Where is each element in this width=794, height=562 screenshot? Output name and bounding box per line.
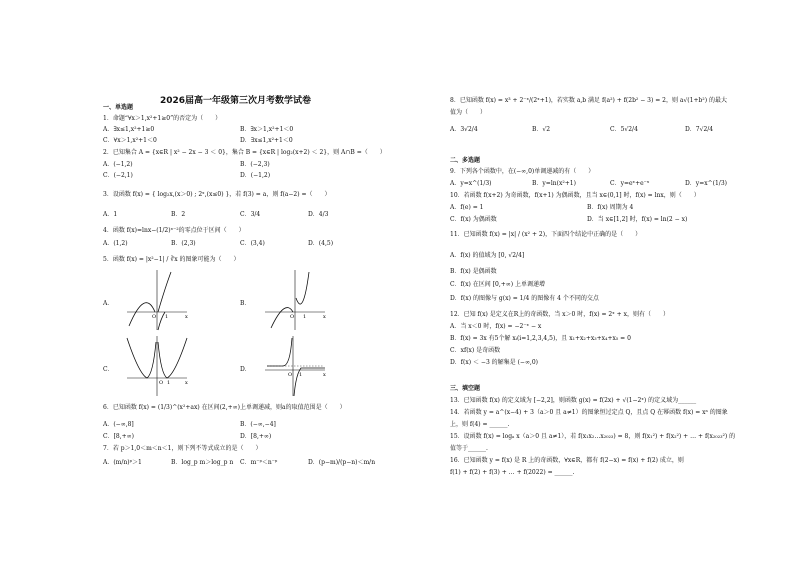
q9-option-d: D．y=x^(1/3) bbox=[685, 180, 727, 187]
page-title: 2026届高一年级第三次月考数学试卷 bbox=[160, 96, 312, 106]
q12-option-a: A．当 x＜0 时，f(x) = −2⁻ˣ − x bbox=[450, 323, 542, 330]
question-6: 6．已知函数 f(x) = (1/3)^(x²+ax) 在区间(2,+∞)上单调递减，则a的取值范围是（ ） bbox=[103, 404, 346, 411]
svg-text:1: 1 bbox=[303, 314, 307, 320]
q3-option-d: D．4/3 bbox=[308, 211, 329, 218]
q3-option-a: A．1 bbox=[103, 211, 118, 218]
question-3: 3．设函数 f(x) = { log₂x,(x＞0) ; 2ˣ,(x≤0) }，若 f(3) = a，则 f(a−2) =（ ） bbox=[103, 191, 331, 198]
q4-option-b: B．(2,3) bbox=[171, 240, 196, 247]
q5-option-b: B． bbox=[240, 300, 251, 307]
svg-text:1: 1 bbox=[165, 314, 169, 320]
svg-text:x: x bbox=[185, 380, 188, 386]
question-8: 8．已知函数 f(x) = x³ + 2⁻ˣ/(2ˣ+1)，若实数 a,b 满足 f(a²) + f(2b² − 3) = 2，则 a√(1+b²) 的最大 bbox=[450, 97, 727, 104]
q4-option-a: A．(1,2) bbox=[103, 240, 128, 247]
question-13: 13．已知函数 f(x) 的定义域为 [−2,2]，则函数 g(x) = f(2x) + √(1−2ˣ) 的定义域为______ bbox=[450, 397, 697, 404]
question-9: 9．下列各个函数中，在(−∞,0)单调递减的有（ ） bbox=[450, 168, 595, 175]
graph-c bbox=[125, 334, 189, 398]
svg-text:O: O bbox=[288, 372, 293, 378]
q5-option-c: C． bbox=[103, 366, 114, 373]
graph-a-origin: O bbox=[152, 314, 157, 320]
question-16-cont: f(1) + f(2) + f(3) + … + f(2022) = ______. bbox=[450, 469, 575, 476]
svg-text:x: x bbox=[323, 372, 326, 378]
q4-option-d: D．(4,5) bbox=[308, 240, 334, 247]
graph-a bbox=[125, 268, 189, 332]
q3-option-c: C．3/4 bbox=[240, 211, 261, 218]
q7-option-c: C．m⁻ᵖ＜n⁻ᵖ bbox=[240, 459, 278, 466]
question-12: 12．已知 f(x) 是定义在R上的奇函数，当 x＞0 时，f(x) = 2ˣ + x，则有（ ） bbox=[450, 311, 669, 318]
q10-option-c: C．f(x) 为偶函数 bbox=[450, 216, 497, 223]
q4-option-c: C．(3,4) bbox=[240, 240, 265, 247]
svg-text:1: 1 bbox=[167, 380, 171, 386]
q2-option-a: A．(−1,2) bbox=[103, 161, 133, 168]
svg-text:x: x bbox=[185, 314, 188, 320]
section-fill-in: 三、填空题 bbox=[450, 385, 481, 392]
question-15: 15．设函数 f(x) = logₐ x（a＞0 且 a≠1），若 f(x₁x₂…x₂₀₂₃) = 8，则 f(x₁²) + f(x₂²) + … + f(x₂₀₂₃²) 的 bbox=[450, 433, 736, 440]
question-5: 5．函数 f(x) = |x²−1| / ∛x 的图象可能为（ ） bbox=[103, 256, 240, 263]
svg-text:O: O bbox=[290, 314, 295, 320]
question-7: 7．若 p＞1,0＜m＜n＜1，则下列不等式成立的是（ ） bbox=[103, 445, 262, 452]
q5-option-d: D． bbox=[240, 366, 251, 373]
svg-text:O: O bbox=[159, 380, 164, 386]
q8-option-d: D．7√2/4 bbox=[685, 126, 714, 133]
section-single-choice: 一、单选题 bbox=[103, 104, 134, 111]
q1-option-b: B．∃x＞1,x²+1＜0 bbox=[240, 126, 294, 133]
q5-option-a: A． bbox=[103, 300, 114, 307]
q9-option-b: B．y=ln(x²+1) bbox=[532, 180, 576, 187]
graph-d bbox=[263, 334, 327, 398]
q3-option-b: B．2 bbox=[171, 211, 186, 218]
q8-option-a: A．3√2/4 bbox=[450, 126, 478, 133]
question-16: 16．已知函数 y = f(x) 是 R 上的奇函数，∀x∈R，都有 f(2−x) = f(x) + f(2) 成立，则 bbox=[450, 457, 684, 464]
q6-option-d: D．[8,+∞) bbox=[240, 433, 272, 440]
q10-option-d: D．当 x∈[1,2] 时，f(x) = ln(2 − x) bbox=[587, 216, 688, 223]
question-14: 14．若函数 y = a^(x−4) + 3（a＞0 且 a≠1）的图象恒过定点 Q，且点 Q 在幂函数 f(x) = xᵃ 的图象 bbox=[450, 409, 728, 416]
svg-text:1: 1 bbox=[299, 372, 303, 378]
q10-option-b: B．f(x) 周期为 4 bbox=[587, 204, 634, 211]
q2-option-c: C．(−2,1) bbox=[103, 172, 133, 179]
q12-option-b: B．f(x) = 3x 有5个解 xᵢ(i=1,2,3,4,5)，且 x₁+x₂+x₃+x₄+x₅ = 0 bbox=[450, 335, 631, 342]
q6-option-b: B．(−∞,−4] bbox=[240, 421, 276, 428]
question-1: 1．命题“∀x＞1,x²+1≥0”的否定为（ ） bbox=[103, 115, 222, 122]
q11-option-d: D．f(x) 的图像与 g(x) = 1/4 的图像有 4 个不同的交点 bbox=[450, 295, 599, 302]
q11-option-b: B．f(x) 是偶函数 bbox=[450, 268, 497, 275]
q7-option-a: A．(m/n)ᵖ＞1 bbox=[103, 459, 142, 466]
q10-option-a: A．f(e) = 1 bbox=[450, 204, 484, 211]
question-4: 4．函数 f(x)=lnx−(1/2)ˣ⁻²的零点位于区间（ ） bbox=[103, 227, 245, 234]
q2-option-d: D．(−1,2) bbox=[240, 172, 271, 179]
section-multiple-choice: 二、多选题 bbox=[450, 157, 481, 164]
question-15-cont: 值等于______. bbox=[450, 445, 488, 452]
q9-option-c: C．y=eˣ+e⁻ˣ bbox=[610, 180, 650, 187]
q1-option-a: A．∃x≤1,x²+1≥0 bbox=[103, 126, 155, 133]
q11-option-c: C．f(x) 在区间 [0,+∞) 上单调递增 bbox=[450, 281, 546, 288]
q1-option-d: D．∃x≤1,x²+1＜0 bbox=[240, 137, 293, 144]
q12-option-c: C．xf(x) 是奇函数 bbox=[450, 347, 501, 354]
q7-option-d: D．(p−m)/(p−n)＜m/n bbox=[308, 459, 376, 466]
question-2: 2．已知集合 A = {x∈R | x² − 2x − 3 ＜ 0}，集合 B = {x∈R | log₂(x+2) ＜ 2}，则 A∩B =（ ） bbox=[103, 149, 386, 156]
q6-option-a: A．(−∞,8] bbox=[103, 421, 134, 428]
q9-option-a: A．y=x^(1/3) bbox=[450, 180, 492, 187]
question-11: 11．已知函数 f(x) = |x| / (x² + 2)，下面四个结论中正确的是（ ） bbox=[450, 231, 642, 238]
q8-option-b: B．√2 bbox=[532, 126, 551, 133]
question-8-cont: 值为（ ） bbox=[450, 109, 487, 116]
q1-option-c: C．∀x＞1,x²+1＜0 bbox=[103, 137, 157, 144]
graph-b bbox=[263, 268, 327, 332]
q12-option-d: D．f(x) ＜ −3 的解集是 (−∞,0) bbox=[450, 359, 539, 366]
q7-option-b: B．log_p m＞log_p n bbox=[171, 459, 234, 466]
svg-text:x: x bbox=[323, 314, 326, 320]
q8-option-c: C．5√2/4 bbox=[610, 126, 638, 133]
question-10: 10．若函数 f(x+2) 为奇函数，f(x+1) 为偶函数，且当 x∈(0,1] 时，f(x) = lnx，则（ ） bbox=[450, 192, 700, 199]
question-14-cont: 上，则 f(4) = ______. bbox=[450, 421, 510, 428]
q6-option-c: C．[8,+∞) bbox=[103, 433, 135, 440]
q2-option-b: B．(−2,3) bbox=[240, 161, 270, 168]
q11-option-a: A．f(x) 的值域为 [0, √2/4] bbox=[450, 252, 525, 259]
